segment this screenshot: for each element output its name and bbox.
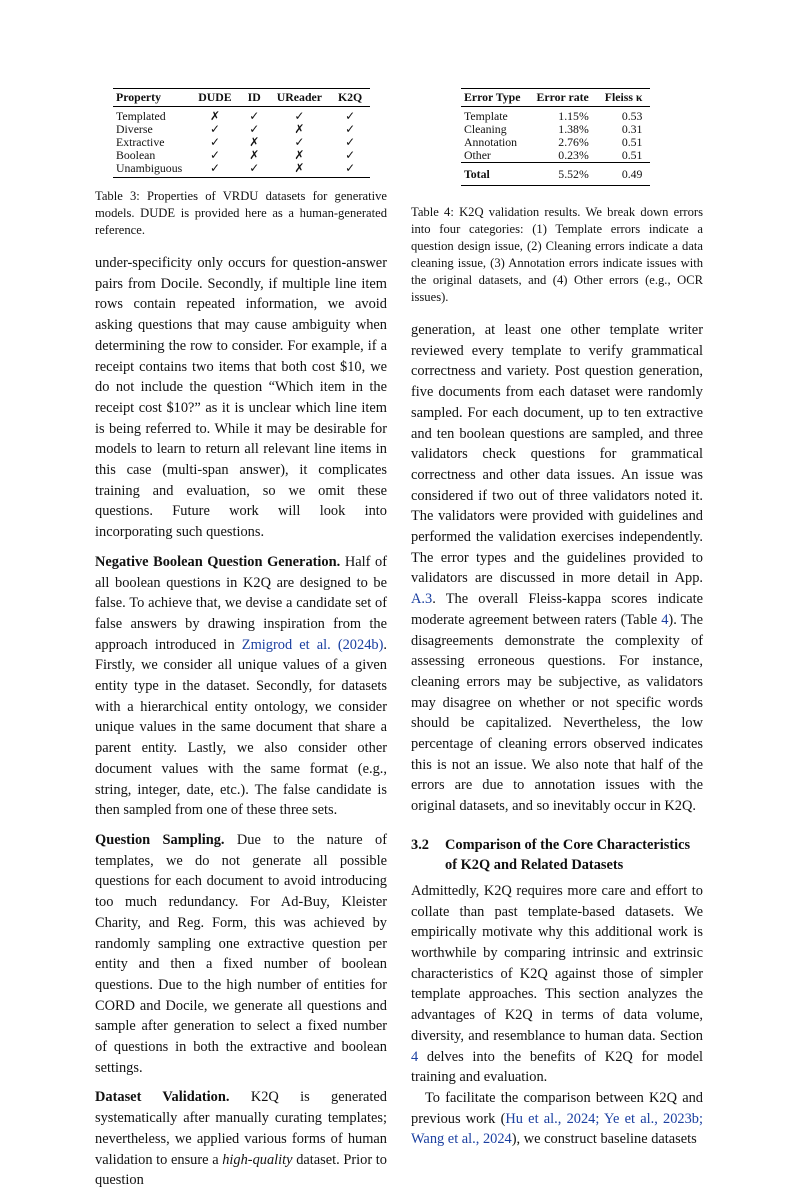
table-cell: Cleaning	[464, 122, 507, 136]
table-cell: ✓	[249, 109, 260, 123]
table-cell: ✓	[345, 109, 356, 123]
table-cell: ✓	[209, 122, 220, 136]
paragraph-text: To facilitate the comparison between K2Q and previous work (	[411, 1089, 703, 1127]
paragraph-text: ), we construct baseline datasets	[511, 1131, 697, 1148]
table-cell: 2.76%	[558, 135, 589, 149]
table-3-header: ID	[240, 89, 269, 107]
table-4-header: Fleiss κ	[597, 89, 651, 107]
paragraph-text: Admittedly, K2Q requires more care and effort to collate than past template-based datasets. We empirically motivate why this additional work is worthwhile by comparing intrinsic and extrinsic characteristics of K2Q against those of simpler template approaches. This section analyzes the advantages of K2Q in terms of data volume, diversity, and resemblance to human data. Section	[411, 882, 703, 1044]
table-cell: Unambiguous	[113, 162, 190, 178]
paragraph-text: . The overall Fleiss-kappa scores indicate moderate agreement between raters (Table	[411, 591, 703, 628]
table-4	[461, 88, 650, 186]
emphasis-text: high-quality	[222, 1151, 293, 1168]
table-cell: Diverse	[116, 122, 153, 136]
citation-link[interactable]: Zmigrod et al. (2024b)	[241, 636, 384, 653]
paragraph-text: . Firstly, we consider all unique values of a given entity type in the dataset. Secondly, for datasets with a hierarchical entity ontology, we consider unique values in the same document that share a parent entity. Lastly, we also consider other document values with the same format (e.g., string, integer, date, etc.). The false candidate is then sampled from one of these three sets.	[95, 636, 387, 819]
table-cell: Total	[461, 163, 528, 186]
table-3-header: K2Q	[330, 89, 370, 107]
table-3-header: UReader	[269, 89, 330, 107]
table-3	[113, 88, 370, 178]
appendix-link[interactable]: A.3	[411, 591, 433, 608]
paragraph-heading: Negative Boolean Question Generation.	[95, 553, 341, 570]
table-cell: ✓	[294, 109, 305, 123]
table-cell: Other	[464, 148, 491, 162]
table-cell: 5.52%	[528, 163, 596, 186]
table-cell: Template	[464, 109, 508, 123]
citation-link[interactable]: Hu et al., 2024; Ye et al., 2023b; Wang et al., 2024	[411, 1110, 703, 1148]
paragraph-text: generation, at least one other template writer reviewed every template to verify grammatical correctness and variety. Post question generation, five documents from each dataset were randomly sampled. For each document, up to ten extractive and ten boolean questions are sampled, and three validators check questions for grammatical correctness and other data issues. An issue was considered if two out of three validators noted it. The validators were provided with guidelines and performed the validation exercises independently. The error types and the guidelines provided to validators are discussed in more detail in App.	[411, 322, 703, 587]
table-3-header: Property	[113, 89, 190, 107]
table-row	[461, 107, 650, 124]
table-cell: 0.49	[597, 163, 651, 186]
table-cell: Annotation	[464, 135, 518, 149]
table-row	[113, 107, 370, 124]
paragraph-text: Due to the nature of templates, we do not generate all possible questions for each document to avoid introducing too much redundancy. For Ad-Buy, Kleister Charity, and Reg. Form, this was achieved by randomly sampling one extractive question per entity and then a fixed number of boolean questions. Due to the high number of entities for CORD and Docile, we generate all questions and sample after generation to select a fixed number of questions in both the extractive and boolean settings.	[95, 831, 387, 1076]
section-number: 3.2	[411, 836, 429, 853]
paragraph	[411, 881, 703, 1088]
table-cell: 1.38%	[558, 122, 589, 136]
table-cell: ✗	[249, 148, 260, 162]
paragraph-heading: Question Sampling.	[95, 831, 225, 848]
paragraph-text: dataset. Prior to question	[95, 1151, 387, 1189]
table-cell: ✗	[294, 148, 305, 162]
table-cell: ✗	[249, 135, 260, 149]
table-cell: ✓	[209, 148, 220, 162]
table-cell: ✓	[330, 162, 370, 178]
table-cell: 0.23%	[558, 148, 589, 162]
table-cell: 0.51	[621, 148, 643, 162]
table-cell: ✓	[345, 122, 356, 136]
table-cell: 1.15%	[558, 109, 589, 123]
table-cell: ✓	[345, 148, 356, 162]
table-cell: ✓	[240, 162, 269, 178]
table-cell: Boolean	[116, 148, 156, 162]
paragraph	[95, 830, 387, 1078]
table-4-header: Error rate	[528, 89, 596, 107]
section-link[interactable]: 4	[411, 1048, 419, 1065]
section-heading	[411, 835, 703, 875]
table-cell: ✗	[269, 162, 330, 178]
table-row	[113, 162, 370, 178]
paragraph-text: K2Q is generated systematically after manually curating templates; nevertheless, we applied various forms of human validation to ensure a	[95, 1089, 387, 1168]
paragraph	[95, 1087, 387, 1191]
table-cell: ✓	[190, 162, 239, 178]
table-3-header: DUDE	[190, 89, 239, 107]
table-cell: 0.31	[621, 122, 643, 136]
left-column	[95, 88, 387, 1200]
paragraph-text: ). The disagreements demonstrate the complexity of assessing erroneous questions. For instance, cleaning errors may be subjective, as validators may disagree on whether or not specific words should be capitalized. Nevertheless, the low percentage of cleaning errors observed indicates this is not an issue. We also note that half of the errors are due to annotation issues with the original datasets, and so inevitably occur in K2Q.	[411, 611, 703, 815]
table-cell: ✓	[294, 135, 305, 149]
table-3-caption: Table 3: Properties of VRDU datasets for generative models. DUDE is provided here as a human-generated reference.	[95, 189, 387, 237]
paragraph-heading: Dataset Validation.	[95, 1089, 230, 1106]
section-title: Comparison of the Core Characteristics of K2Q and Related Datasets	[445, 836, 691, 873]
paragraph: under-specificity only occurs for question-answer pairs from Docile. Secondly, if multiple line item rows contain repeated information, we avoid asking questions that may cause ambiguity when determining the row to consider. For example, if a receipt contains two items that both cost $10, we do not include the question “Which item in the receipt cost $10?” as it is unclear which line item is being referred to. While it may be desirable for models to learn to return all relevant line items in this case (multi-span answer), it complicates training and evaluation, so we omit these questions. Future work will look into incorporating such questions.	[95, 255, 387, 541]
table-link[interactable]: 4	[661, 611, 669, 628]
table-cell: ✗	[209, 109, 220, 123]
paragraph	[95, 552, 387, 821]
paragraph	[411, 1088, 703, 1150]
table-4-caption: Table 4: K2Q validation results. We break down errors into four categories: (1) Template errors indicate a question design issue, (2) Cleaning errors indicate a data cleaning issue, (3) Annotation errors indicate issues with the original datasets, and (4) Other errors (e.g., OCR issues).	[411, 205, 703, 304]
table-cell: 0.51	[621, 135, 643, 149]
table-4-header-row	[461, 89, 650, 107]
table-row	[461, 149, 650, 163]
table-cell: ✓	[345, 135, 356, 149]
table-3-header-row	[113, 89, 370, 107]
table-4-header: Error Type	[461, 89, 528, 107]
paragraph-text: Half of all boolean questions in K2Q are designed to be false. To achieve that, we devise a candidate set of false answers by drawing inspiration from the approach introduced in	[95, 553, 387, 653]
paragraph-text: delves into the benefits of K2Q for model training and evaluation.	[411, 1048, 703, 1086]
table-cell: ✓	[209, 135, 220, 149]
paragraph	[411, 320, 703, 817]
table-cell: 0.53	[621, 109, 643, 123]
table-total-row	[461, 163, 650, 186]
table-cell: Templated	[116, 109, 166, 123]
table-cell: Extractive	[116, 135, 165, 149]
table-cell: ✗	[294, 122, 305, 136]
right-column	[411, 88, 703, 1159]
table-cell: ✓	[249, 122, 260, 136]
